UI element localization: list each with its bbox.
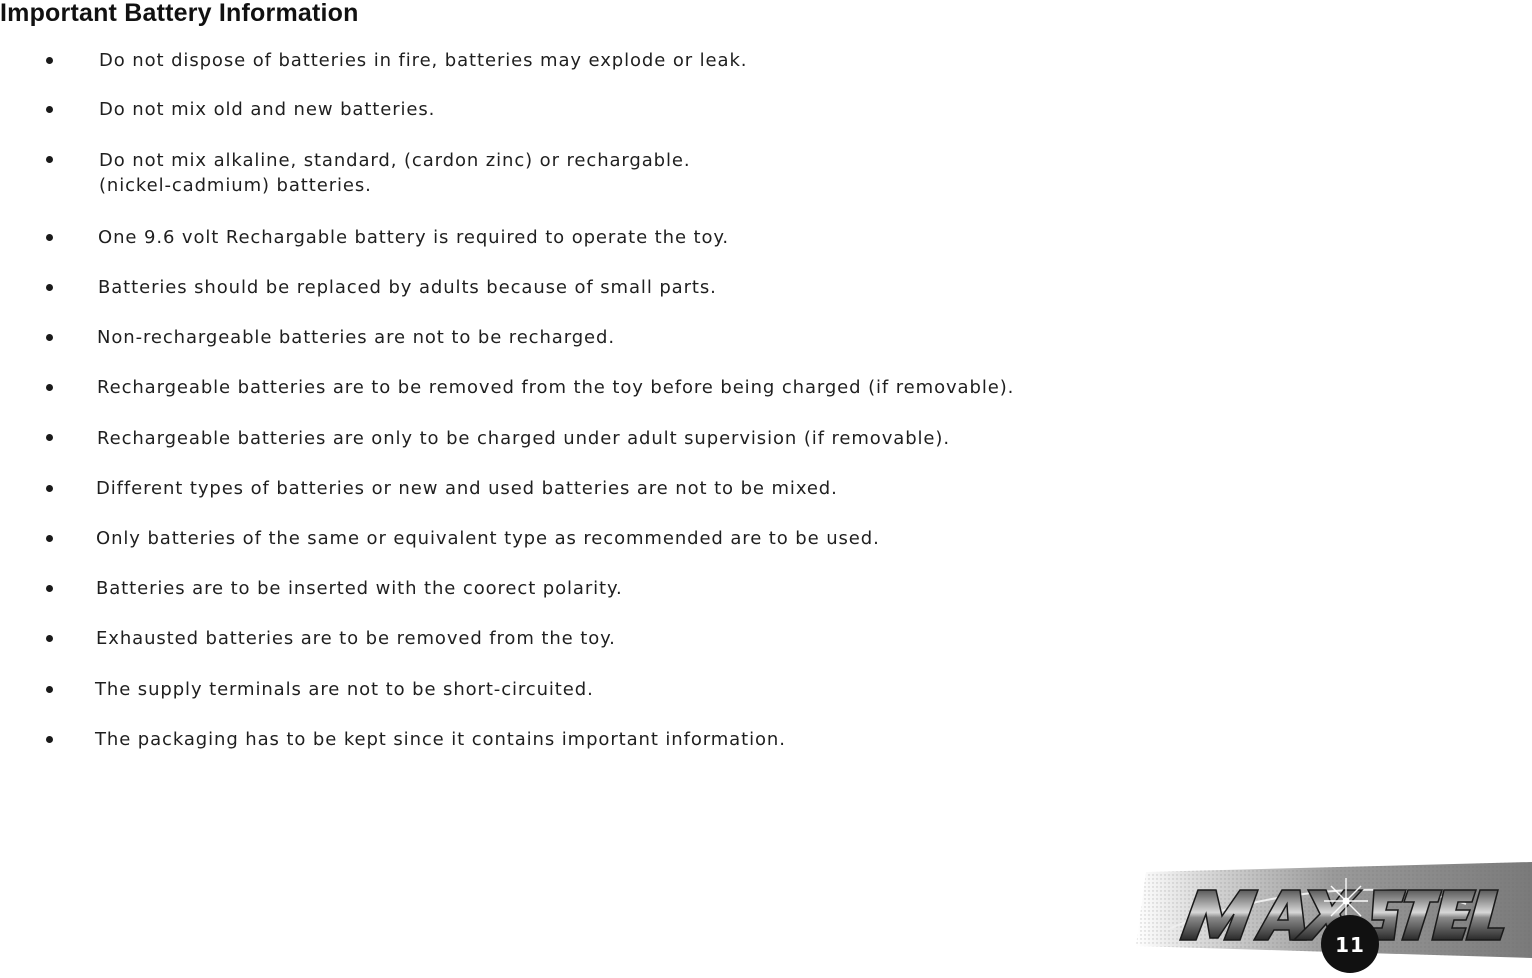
bullet-icon [46,384,53,391]
bullet-icon [46,57,53,64]
list-item-text: One 9.6 volt Rechargable battery is required to operate the toy. [98,227,730,248]
bullet-icon [46,234,53,241]
list-item-text: Rechargeable batteries are to be removed from the toy before being charged (if removable). [97,377,1015,398]
list-item-text: Exhausted batteries are to be removed from the toy. [96,628,616,649]
list-item-text-continued: (nickel-cadmium) batteries. [99,175,372,196]
list-item-text: Only batteries of the same or equivalent type as recommended are to be used. [96,528,880,549]
list-item-text: Do not dispose of batteries in fire, batteries may explode or leak. [99,50,748,71]
list-item-text: Non-rechargeable batteries are not to be recharged. [97,327,615,348]
list-item-text: The packaging has to be kept since it contains important information. [95,729,786,750]
bullet-icon [46,284,53,291]
bullet-icon [46,334,53,341]
list-item-text: Different types of batteries or new and used batteries are not to be mixed. [96,478,838,499]
max-steel-logo [1136,858,1532,974]
bullet-icon [46,635,53,642]
list-item-text: Batteries are to be inserted with the coorect polarity. [96,578,623,599]
page-title: Important Battery Information [0,0,359,27]
list-item-text: Rechargeable batteries are only to be charged under adult supervision (if removable). [97,428,950,449]
page-number: 11 [1335,933,1365,957]
bullet-icon [46,736,53,743]
list-item-text: The supply terminals are not to be short-circuited. [95,679,594,700]
list-item-text: Do not mix old and new batteries. [99,99,436,120]
bullet-icon [46,156,53,163]
bullet-icon [46,434,53,441]
bullet-icon [46,535,53,542]
list-item-text: Batteries should be replaced by adults because of small parts. [98,277,717,298]
bullet-icon [46,106,53,113]
bullet-icon [46,485,53,492]
bullet-icon [46,585,53,592]
list-item-text: Do not mix alkaline, standard, (cardon zinc) or rechargable. [99,150,691,171]
bullet-icon [46,686,53,693]
